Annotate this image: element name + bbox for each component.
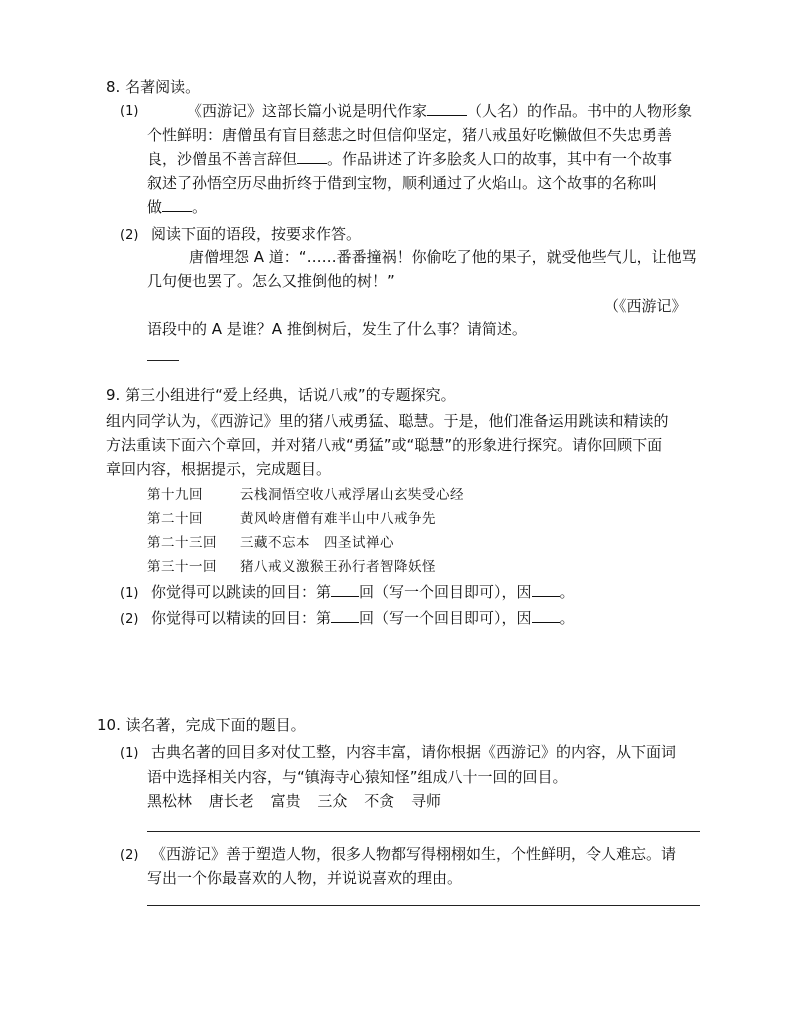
q10-sub2-line1: 《西游记》善于塑造人物，很多人物都写得栩栩如生，个性鲜明，令人难忘。请: [151, 845, 677, 863]
chapter-title: 黄风岭唐僧有难半山中八戒争先: [240, 511, 436, 527]
answer-line[interactable]: [147, 831, 700, 832]
q9-sub2-text-c: 。: [559, 609, 575, 627]
chapter-number: 第二十回: [147, 511, 203, 527]
q9-sub2-text-a: 你觉得可以精读的回目：第: [151, 609, 332, 627]
word-option: 不贪: [364, 792, 395, 810]
answer-blank[interactable]: [427, 101, 467, 116]
answer-blank[interactable]: [532, 608, 560, 623]
q9-title: 9. 第三小组进行“爱上经典，话说八戒”的专题探究。: [106, 386, 456, 404]
q10-title: 10. 读名著，完成下面的题目。: [97, 716, 306, 734]
chapter-number: 第十九回: [147, 487, 203, 503]
q10-sub2-line2: 写出一个你最喜欢的人物，并说说喜欢的理由。: [147, 869, 463, 887]
word-option: 三众: [317, 792, 348, 810]
q8-sub1-line4: 叙述了孙悟空历尽曲折终于借到宝物，顺利通过了火焰山。这个故事的名称叫: [147, 174, 658, 192]
chapter-title: 云栈洞悟空收八戒浮屠山玄奘受心经: [240, 487, 464, 503]
q8-sub2-question: 语段中的 A 是谁？A 推倒树后，发生了什么事？请简述。: [147, 320, 527, 338]
answer-blank[interactable]: [331, 608, 359, 623]
q8-sub2-number: (2): [120, 228, 139, 243]
q10-word-list: [147, 790, 441, 812]
q8-sub1-line5: [147, 196, 207, 218]
q8-sub1-line3-text-b: 。作品讲述了许多脍炙人口的故事，其中有一个故事: [327, 150, 673, 168]
q10-sub2-number: (2): [120, 848, 139, 863]
answer-blank[interactable]: [532, 582, 560, 597]
q9-sub1-text-b: 回（写一个回目即可），因: [359, 583, 532, 601]
q9-sub1-text-a: 你觉得可以跳读的回目：第: [151, 583, 332, 601]
answer-blank[interactable]: [162, 197, 192, 212]
answer-blank[interactable]: [331, 582, 359, 597]
q9-sub1-line: [151, 581, 575, 603]
chapter-number: 第三十一回: [147, 559, 217, 575]
q9-sub2-text-b: 回（写一个回目即可），因: [359, 609, 532, 627]
q8-sub1-line5-text-a: 做: [147, 198, 163, 216]
q9-sub2-line: [151, 607, 575, 629]
answer-blank[interactable]: [297, 149, 327, 164]
q8-sub2-instruction: 阅读下面的语段，按要求作答。: [151, 225, 362, 243]
q8-title: 8. 名著阅读。: [106, 78, 201, 96]
q9-sub1-number: (1): [120, 586, 139, 601]
q9-sub2-number: (2): [120, 612, 139, 627]
q8-sub1-line1-text-a: 《西游记》这部长篇小说是明代作家: [187, 102, 428, 120]
q8-quote-line2: 几句便也罢了。怎么又推倒他的树！”: [147, 272, 395, 290]
q8-sub1-line5-text-b: 。: [192, 198, 208, 216]
word-option: 富贵: [270, 792, 301, 810]
word-option: 寻师: [410, 792, 441, 810]
q8-sub1-line1: [187, 100, 692, 122]
q10-sub1-line2: 语中选择相关内容，与“镇海寺心猿知怪”组成八十一回的回目。: [147, 768, 568, 786]
q8-sub1-line3: [147, 148, 672, 170]
answer-line[interactable]: [147, 360, 179, 361]
q9-intro-line3: 章回内容，根据提示，完成题目。: [106, 460, 332, 478]
q8-quote-source: （《西游记》: [604, 297, 687, 315]
word-option: 黑松林: [147, 792, 193, 810]
q9-sub1-text-c: 。: [559, 583, 575, 601]
chapter-title: 三藏不忘本 四圣试禅心: [240, 535, 394, 551]
q9-intro-line2: 方法重读下面六个章回，并对猪八戒“勇猛”或“聪慧”的形象进行探究。请你回顾下面: [106, 436, 663, 454]
q8-sub1-line3-text-a: 良，沙僧虽不善言辞但: [147, 150, 298, 168]
q8-sub1-line2: 个性鲜明：唐僧虽有盲目慈悲之时但信仰坚定，猪八戒虽好吃懒做但不失忠勇善: [147, 126, 673, 144]
word-option: 唐长老: [208, 792, 254, 810]
chapter-number: 第二十三回: [147, 535, 217, 551]
q10-sub1-number: (1): [120, 746, 139, 761]
q10-sub1-line1: 古典名著的回目多对仗工整，内容丰富，请你根据《西游记》的内容，从下面词: [151, 743, 677, 761]
q9-intro-line1: 组内同学认为，《西游记》里的猪八戒勇猛、聪慧。于是，他们准备运用跳读和精读的: [106, 412, 669, 430]
q8-quote-line1: 唐僧埋怨 A 道：“……番番撞祸！你偷吃了他的果子，就受他些气儿，让他骂: [189, 248, 697, 266]
q8-sub1-number: (1): [120, 104, 139, 119]
answer-line[interactable]: [147, 905, 700, 906]
chapter-title: 猪八戒义激猴王孙行者智降妖怪: [240, 559, 436, 575]
q8-sub1-line1-text-b: （人名）的作品。书中的人物形象: [467, 102, 693, 120]
